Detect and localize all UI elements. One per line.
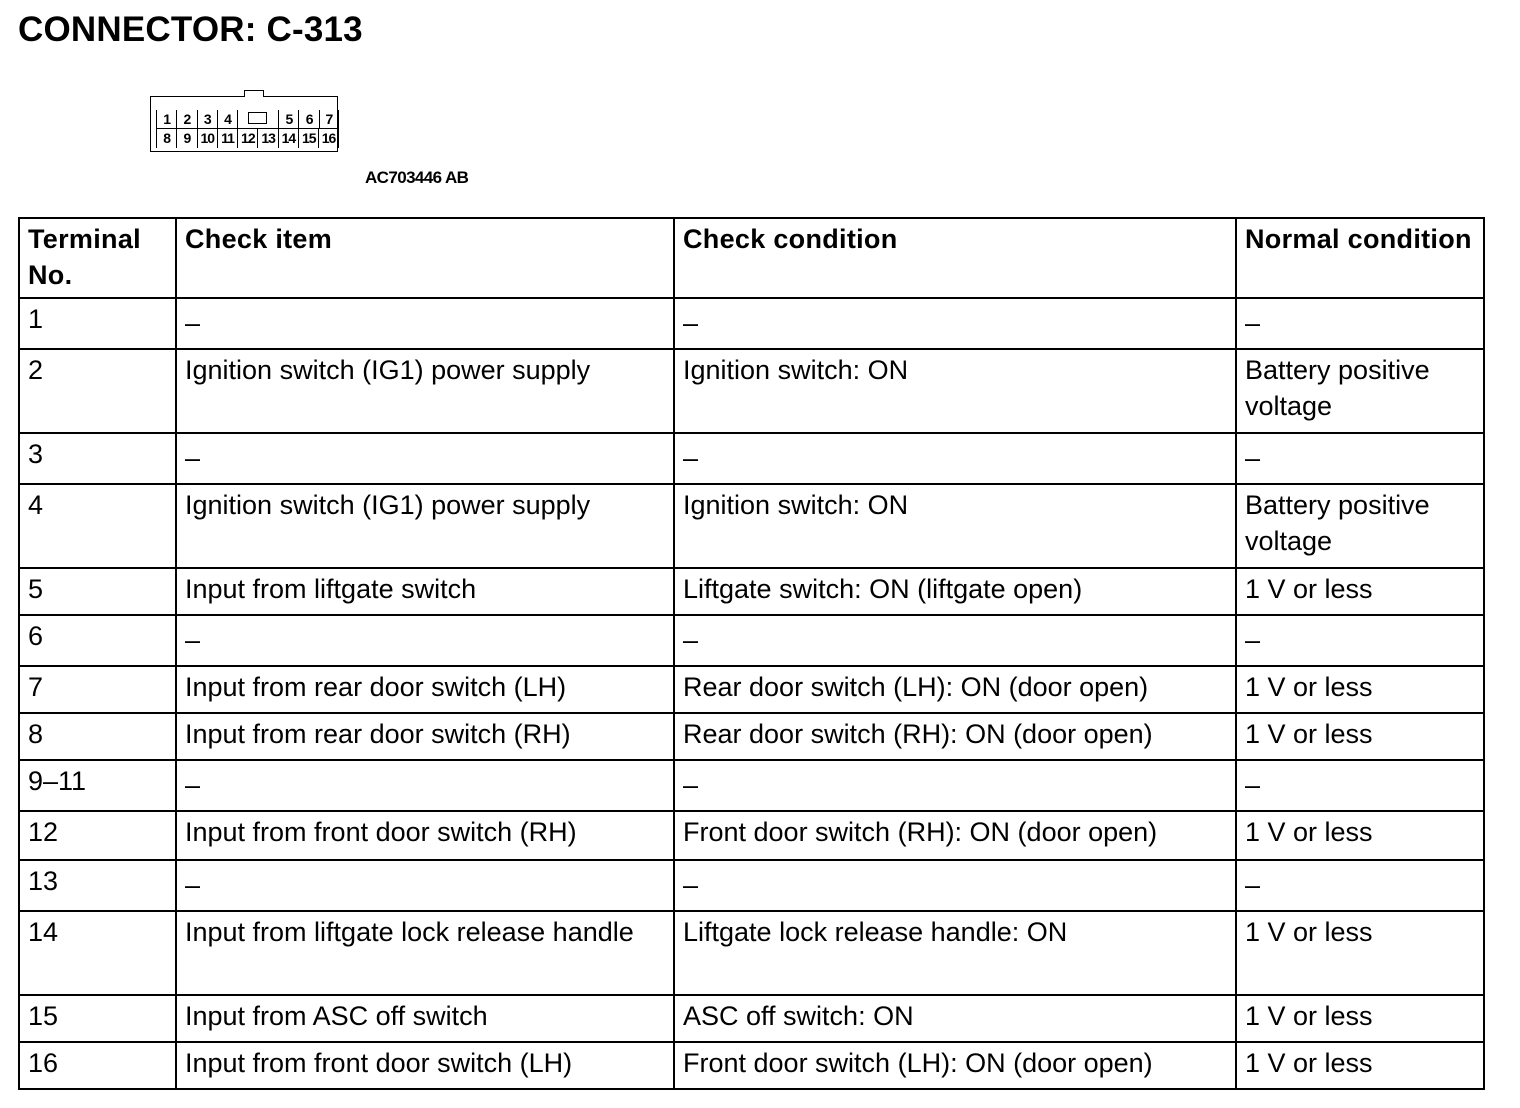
cell-check-condition-text: Front door switch (LH): ON (door open) [683,1048,1153,1078]
table-row [19,860,1484,911]
cell-normal-condition [1236,433,1484,484]
cell-check-item-text: Ignition switch (IG1) power supply [185,490,591,520]
cell-normal-condition [1236,811,1484,860]
connector-pin: 3 [197,110,217,129]
cell-check-item [176,995,674,1042]
connector-pin: 8 [156,129,176,148]
cell-check-item [176,1042,674,1089]
cell-check-condition-text: Liftgate switch: ON (liftgate open) [683,574,1083,604]
cell-normal-condition-text: 1 V or less [1245,672,1373,702]
connector-pin: 15 [298,129,318,148]
cell-check-condition-text: – [683,625,699,655]
cell-terminal-no-text: 14 [28,917,59,947]
figure-code: AC703446 AB [365,168,469,187]
cell-check-item-text: Input from front door switch (RH) [185,817,577,847]
cell-check-item-text: – [185,443,201,473]
cell-normal-condition [1236,760,1484,811]
cell-terminal-no-text: 13 [28,866,59,896]
cell-terminal-no [19,666,176,713]
cell-check-condition-text: Front door switch (RH): ON (door open) [683,817,1158,847]
connector-pin: 2 [176,110,196,129]
table-row [19,713,1484,760]
connector-pin: 10 [197,129,217,148]
cell-normal-condition [1236,860,1484,911]
table-row [19,760,1484,811]
cell-check-condition [674,349,1236,433]
cell-check-condition [674,1042,1236,1089]
header-terminal-no: Terminal No. [19,218,176,298]
cell-terminal-no [19,911,176,995]
connector-lock-icon [248,112,267,124]
cell-terminal-no [19,298,176,349]
cell-check-item-text: – [185,870,201,900]
connector-top-row [156,110,339,129]
table-row [19,484,1484,568]
cell-normal-condition-text: 1 V or less [1245,817,1373,847]
connector-pin: 16 [318,129,338,148]
cell-check-condition-text: – [683,870,699,900]
connector-lock [237,110,278,129]
cell-check-item [176,860,674,911]
cell-check-item-text: Input from liftgate lock release handle [185,917,634,947]
cell-terminal-no [19,615,176,666]
cell-normal-condition-text: – [1245,625,1261,655]
page-title: CONNECTOR: C-313 [18,10,363,49]
cell-terminal-no [19,568,176,615]
cell-normal-condition [1236,298,1484,349]
header-normal-condition: Normal condition [1236,218,1484,298]
cell-terminal-no-text: 1 [28,304,44,334]
cell-check-item [176,911,674,995]
table-row [19,811,1484,860]
cell-terminal-no [19,995,176,1042]
cell-check-item-text: Input from liftgate switch [185,574,477,604]
cell-check-item-text: Input from rear door switch (RH) [185,719,571,749]
cell-terminal-no [19,760,176,811]
cell-check-item-text: Input from ASC off switch [185,1001,488,1031]
connector-bottom-row [156,129,339,148]
cell-normal-condition [1236,615,1484,666]
table-row [19,615,1484,666]
cell-normal-condition [1236,1042,1484,1089]
cell-check-condition-text: Liftgate lock release handle: ON [683,917,1068,947]
cell-terminal-no-text: 5 [28,574,44,604]
terminal-check-table [18,217,1485,1090]
cell-normal-condition-text: 1 V or less [1245,1048,1373,1078]
cell-check-item [176,666,674,713]
cell-normal-condition [1236,484,1484,568]
table-row [19,666,1484,713]
cell-check-condition [674,860,1236,911]
cell-normal-condition-text: 1 V or less [1245,917,1373,947]
cell-check-item-text: Ignition switch (IG1) power supply [185,355,591,385]
cell-terminal-no-text: 7 [28,672,44,702]
cell-terminal-no-text: 3 [28,439,44,469]
table-header-row [19,218,1484,298]
cell-check-item-text: – [185,625,201,655]
cell-check-condition [674,433,1236,484]
connector-pin: 6 [298,110,318,129]
cell-terminal-no-text: 16 [28,1048,59,1078]
cell-terminal-no [19,484,176,568]
connector-pin: 9 [176,129,196,148]
cell-normal-condition [1236,995,1484,1042]
cell-terminal-no-text: 12 [28,817,59,847]
cell-terminal-no [19,811,176,860]
cell-check-condition-text: – [683,770,699,800]
cell-check-condition [674,484,1236,568]
cell-normal-condition-text: – [1245,443,1261,473]
cell-check-condition [674,811,1236,860]
cell-normal-condition-text: 1 V or less [1245,719,1373,749]
cell-check-condition-text: Rear door switch (RH): ON (door open) [683,719,1153,749]
connector-pin: 5 [278,110,298,129]
cell-check-item [176,484,674,568]
cell-normal-condition-text: Battery positive voltage [1245,355,1430,421]
cell-check-condition-text: Rear door switch (LH): ON (door open) [683,672,1149,702]
connector-key-tab [244,90,264,97]
cell-terminal-no-text: 2 [28,355,44,385]
cell-terminal-no [19,1042,176,1089]
cell-check-condition [674,713,1236,760]
cell-check-item-text: Input from rear door switch (LH) [185,672,567,702]
connector-pin: 7 [319,110,339,129]
cell-check-item [176,713,674,760]
cell-check-condition [674,666,1236,713]
cell-check-condition [674,568,1236,615]
cell-check-condition-text: – [683,308,699,338]
connector-pin: 13 [257,129,277,148]
cell-check-item-text: Input from front door switch (LH) [185,1048,573,1078]
cell-check-item-text: – [185,308,201,338]
connector-pin: 14 [278,129,298,148]
cell-normal-condition-text: – [1245,308,1261,338]
table-row [19,433,1484,484]
cell-normal-condition-text: – [1245,870,1261,900]
cell-normal-condition-text: Battery positive voltage [1245,490,1430,556]
table-row [19,568,1484,615]
cell-normal-condition [1236,666,1484,713]
cell-terminal-no [19,860,176,911]
cell-check-item [176,568,674,615]
cell-check-item [176,760,674,811]
cell-terminal-no [19,349,176,433]
cell-check-item [176,811,674,860]
cell-check-condition-text: – [683,443,699,473]
cell-normal-condition [1236,568,1484,615]
cell-check-item [176,349,674,433]
cell-check-condition [674,760,1236,811]
table-row [19,298,1484,349]
table-row [19,1042,1484,1089]
connector-pin: 11 [217,129,237,148]
table-body [19,298,1484,1089]
cell-check-condition [674,298,1236,349]
header-check-item: Check item [176,218,674,298]
cell-check-item [176,298,674,349]
connector-pin: 1 [156,110,176,129]
cell-terminal-no [19,433,176,484]
cell-normal-condition-text: 1 V or less [1245,1001,1373,1031]
connector-diagram [150,96,338,152]
cell-check-condition-text: Ignition switch: ON [683,490,909,520]
cell-normal-condition [1236,911,1484,995]
header-check-condition: Check condition [674,218,1236,298]
cell-check-item [176,615,674,666]
cell-normal-condition [1236,349,1484,433]
table-row [19,349,1484,433]
table-row [19,911,1484,995]
cell-terminal-no-text: 15 [28,1001,59,1031]
cell-normal-condition-text: – [1245,770,1261,800]
cell-check-condition [674,995,1236,1042]
cell-check-item [176,433,674,484]
cell-terminal-no-text: 9–11 [28,766,87,796]
cell-normal-condition [1236,713,1484,760]
cell-check-condition [674,615,1236,666]
cell-terminal-no [19,713,176,760]
cell-check-condition-text: ASC off switch: ON [683,1001,914,1031]
connector-pin: 4 [217,110,237,129]
cell-check-item-text: – [185,770,201,800]
table-row [19,995,1484,1042]
cell-terminal-no-text: 6 [28,621,44,651]
connector-pin: 12 [237,129,257,148]
cell-terminal-no-text: 4 [28,490,44,520]
cell-check-condition-text: Ignition switch: ON [683,355,909,385]
cell-normal-condition-text: 1 V or less [1245,574,1373,604]
cell-terminal-no-text: 8 [28,719,44,749]
cell-check-condition [674,911,1236,995]
